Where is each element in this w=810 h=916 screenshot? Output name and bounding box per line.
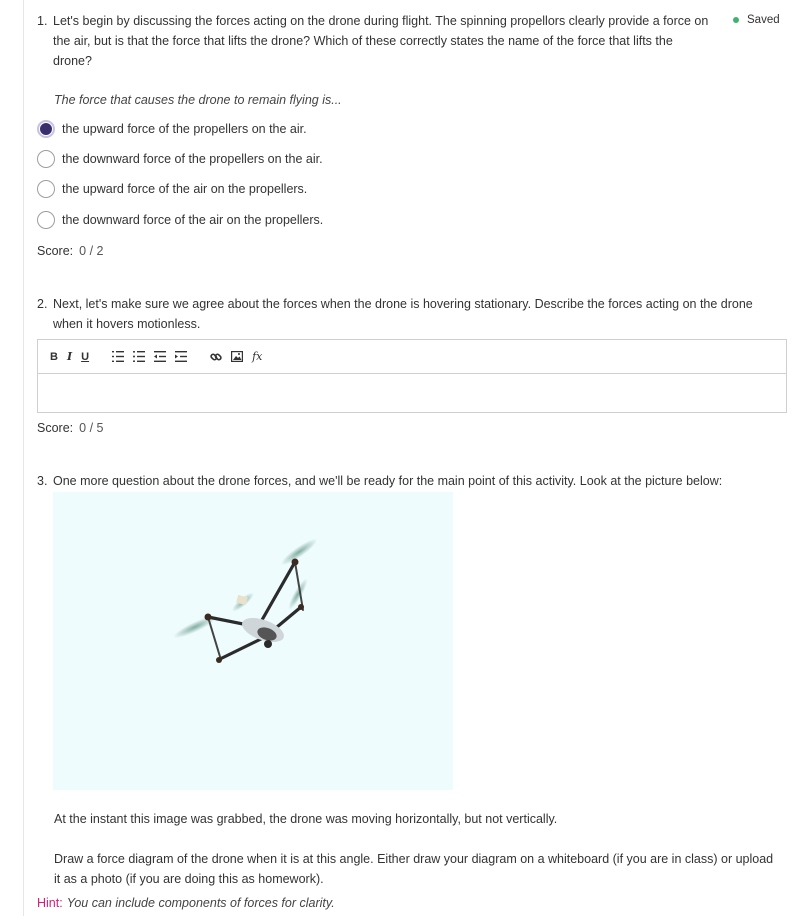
unordered-list-icon[interactable] (133, 349, 145, 365)
question-number: 2. (37, 297, 48, 311)
question-line: when it hovers motionless. (53, 317, 201, 331)
score-value: 0 / 2 (79, 244, 104, 258)
question-2-score (37, 421, 103, 435)
question-line: drone? (53, 54, 92, 68)
question-1-score (37, 244, 103, 258)
choice-option-3[interactable] (37, 179, 307, 199)
hint-text: You can include components of forces for clarity. (66, 896, 335, 910)
question-3-text (37, 471, 797, 491)
radio-dot-icon (40, 123, 52, 135)
instruction-line: it as a photo (if you are doing this as homework). (54, 872, 324, 886)
choice-label[interactable]: the upward force of the propellers on the air. (62, 122, 307, 136)
question-number: 3. (37, 474, 48, 488)
question-3-caption: At the instant this image was grabbed, the drone was moving horizontally, but not vertically. (54, 812, 558, 826)
drone-illustration (53, 492, 453, 790)
question-line: Let's begin by discussing the forces acting on the drone during flight. The spinning propellors clearly provide a force on (53, 14, 709, 28)
question-line: One more question about the drone forces, and we'll be ready for the main point of this activity. Look at the picture below: (53, 474, 723, 488)
answer-input[interactable] (38, 374, 786, 413)
question-1-text (37, 11, 727, 71)
hint (37, 894, 335, 912)
drone-photo (53, 492, 453, 790)
radio-button[interactable] (37, 180, 55, 198)
instruction-line: Draw a force diagram of the drone when it is at this angle. Either draw your diagram on a whiteboard (if you are in class) or upload (54, 852, 774, 866)
choice-option-4[interactable] (37, 210, 323, 230)
score-value: 0 / 5 (79, 421, 104, 435)
question-line: Next, let's make sure we agree about the forces when the drone is hovering stationary. Describe the forces acting on the drone (53, 297, 753, 311)
editor-toolbar (38, 340, 786, 374)
choice-label[interactable]: the downward force of the propellers on the air. (62, 152, 323, 166)
image-icon[interactable] (231, 349, 243, 365)
underline-button[interactable]: U (81, 350, 90, 363)
bold-button[interactable]: B (50, 350, 58, 363)
question-number: 1. (37, 14, 48, 28)
rich-text-editor (37, 339, 787, 413)
score-label: Score: (37, 244, 74, 258)
choice-label[interactable]: the upward force of the air on the propellers. (62, 182, 308, 196)
indent-icon[interactable] (175, 349, 187, 365)
radio-button-selected[interactable] (37, 120, 55, 138)
question-1-prompt: The force that causes the drone to remain flying is... (54, 93, 342, 107)
left-divider (23, 0, 24, 916)
formula-icon[interactable]: fx (252, 350, 263, 363)
saved-label: Saved (747, 14, 780, 26)
question-3-instruction (54, 849, 794, 889)
choice-option-1[interactable] (37, 119, 307, 139)
outdent-icon[interactable] (154, 349, 166, 365)
radio-button[interactable] (37, 150, 55, 168)
radio-button[interactable] (37, 211, 55, 229)
score-label: Score: (37, 421, 74, 435)
italic-button[interactable]: I (66, 350, 73, 363)
saved-status (733, 14, 780, 26)
choice-label[interactable]: the downward force of the air on the propellers. (62, 213, 324, 227)
hint-label: Hint: (37, 896, 63, 910)
choice-option-2[interactable] (37, 149, 323, 169)
question-line: the air, but is that the force that lifts the drone? Which of these correctly states the name of the force that lifts the (53, 34, 673, 48)
link-icon[interactable] (210, 349, 222, 365)
saved-dot-icon (733, 17, 739, 23)
ordered-list-icon[interactable] (112, 349, 124, 365)
question-2-text (37, 294, 787, 334)
